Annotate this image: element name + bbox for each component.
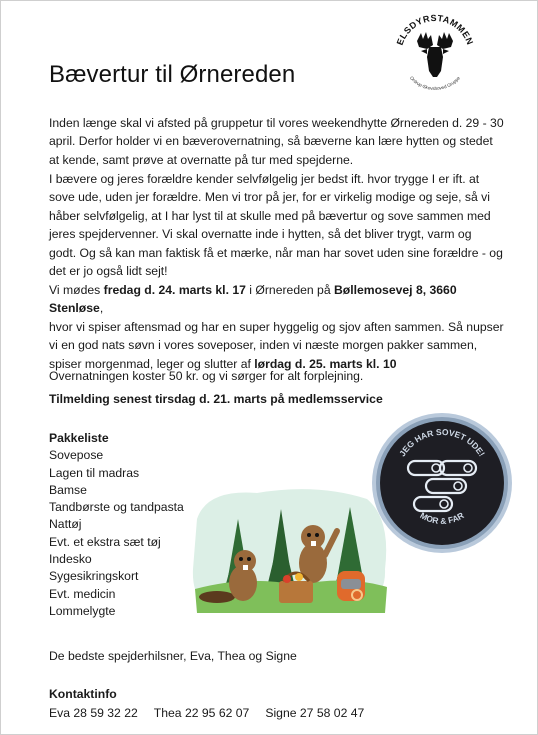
text-line: det er jo også lidt sejt! bbox=[49, 264, 168, 279]
price-paragraph: Overnatningen koster 50 kr. og vi sørger for alt forplejning. bbox=[49, 369, 364, 383]
meeting-paragraph bbox=[49, 281, 509, 373]
end-time: lørdag d. 25. marts kl. 10 bbox=[254, 356, 397, 371]
page-title: Bævertur til Ørnereden bbox=[49, 61, 296, 88]
list-item: Sygesikringskort bbox=[49, 569, 139, 584]
text-line: godt. Og så kan man faktisk få et mærke, når man har sovet uden sine forældre - og bbox=[49, 245, 503, 260]
scout-group-logo bbox=[387, 5, 483, 101]
text-line: april. Derfor holder vi en bæverovernatning, så bæverne kan lære hytten og stedet bbox=[49, 134, 493, 149]
contact-thea: Thea 22 95 62 07 bbox=[153, 706, 250, 720]
packing-list-heading: Pakkeliste bbox=[49, 431, 109, 445]
meet-comma: , bbox=[99, 301, 104, 316]
parents-paragraph bbox=[49, 170, 509, 280]
text-line: jeres spejdervenner. Vi skal overnatte inde i hytten, så det bliver trygt, varm og bbox=[49, 227, 472, 242]
list-item: Tandbørste og tandpasta bbox=[49, 500, 184, 515]
text-line: håber selvfølgelig, at I har lyst til at skulle med på bævertur og sove sammen med bbox=[49, 208, 491, 223]
text-line: sove ude, uden jer forældre. Men vi tror på jer, for er virkelig modige og seje, så vi bbox=[49, 190, 490, 205]
packing-list bbox=[49, 430, 184, 620]
list-item: Sovepose bbox=[49, 448, 104, 463]
list-item: Lagen til madras bbox=[49, 465, 140, 480]
text-line: vi en god nats søvn i vores soveposer, inden vi næste morgen pakker sammen, bbox=[49, 338, 478, 353]
list-item: Evt. medicin bbox=[49, 586, 116, 601]
text-line: Inden længe skal vi afsted på gruppetur til vores weekendhytte Ørnereden d. 29 - 30 bbox=[49, 116, 504, 130]
contact-list bbox=[49, 706, 364, 720]
greeting-signoff: De bedste spejderhilsner, Eva, Thea og Signe bbox=[49, 649, 297, 663]
meet-intro: Vi mødes bbox=[49, 283, 104, 297]
badge-bottom-text: MOR & FAR bbox=[418, 510, 466, 527]
signup-deadline: Tilmelding senest tirsdag d. 21. marts på medlemsservice bbox=[49, 392, 383, 406]
text-line: at kende, samt prøve at overnatte på tur med spejderne. bbox=[49, 152, 354, 167]
text-line bbox=[49, 281, 509, 318]
contact-heading: Kontaktinfo bbox=[49, 687, 117, 701]
beaver-camping-illustration bbox=[187, 479, 391, 619]
list-item: Nattøj bbox=[49, 517, 82, 532]
meet-address: Bøllemosevej 8, 3660 Stenløse bbox=[49, 283, 457, 316]
list-item: Indesko bbox=[49, 552, 92, 567]
intro-paragraph bbox=[49, 114, 509, 169]
meet-mid: i Ørnereden på bbox=[245, 283, 334, 297]
backpack-icon bbox=[337, 571, 365, 601]
logo-arc-top: ELSDYRSTAMMEN bbox=[394, 12, 476, 47]
end-intro: spiser morgenmad, leger og slutter af bbox=[49, 356, 255, 371]
meet-time: fredag d. 24. marts kl. 17 bbox=[103, 283, 246, 297]
list-item: Bamse bbox=[49, 482, 87, 497]
logo-arc-bottom: Ordrup-Skovshoved Gruppe bbox=[408, 75, 462, 91]
list-item: Lommelygte bbox=[49, 603, 116, 618]
badge-top-text: JEG HAR SOVET UDE! bbox=[397, 426, 487, 459]
text-line: hvor vi spiser aftensmad og har en super hyggelig og sjov aften sammen. Så nupser bbox=[49, 319, 504, 334]
text-line: I bævere og jeres forældre kender selvfølgelig jer bedst ift. hvor trygge I er ift. at bbox=[49, 172, 480, 186]
contact-signe: Signe 27 58 02 47 bbox=[265, 706, 365, 720]
list-item: Evt. et ekstra sæt tøj bbox=[49, 534, 161, 549]
contact-eva: Eva 28 59 32 22 bbox=[49, 706, 138, 720]
